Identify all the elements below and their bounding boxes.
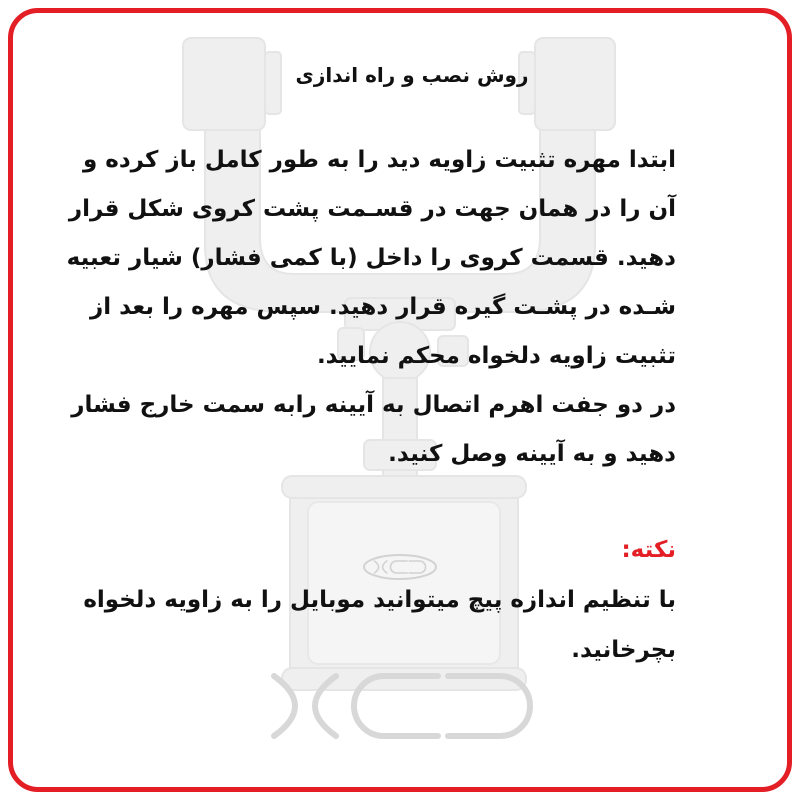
note-section — [83, 525, 676, 675]
holder-grip-left — [265, 52, 281, 114]
note-label: نکته: — [621, 537, 676, 563]
note-line: با تنظیم اندازه پیچ میتوانید موبایل را به زاویه دلخواه — [83, 587, 676, 613]
page-title: روش نصب و راه اندازی — [295, 63, 529, 87]
instruction-line: در دو جفت اهرم اتصال به آیینه رابه سمت خارج فشار — [71, 392, 676, 418]
instruction-line: دهید و به آیینه وصل کنید. — [388, 441, 676, 467]
instruction-line: آن را در همان جهت در قسـمت پشت کروی شکل قرار — [68, 196, 676, 222]
instruction-line: ابتدا مهره تثبیت زاویه دید را به طور کامل باز کرده و — [82, 147, 676, 173]
instruction-line: دهید. قسمت کروی را داخل (با کمی فشار) شیار تعبیه — [66, 245, 676, 271]
note-line: بچرخانید. — [571, 637, 676, 663]
instruction-line: تثبیت زاویه دلخواه محکم نمایید. — [316, 343, 676, 369]
instructions-paragraph — [66, 136, 676, 479]
holder-arm-right-pad — [535, 38, 615, 130]
instruction-line: شـده در پشـت گیره قرار دهید. سپس مهره را بعد از — [90, 294, 676, 320]
holder-arm-left-pad — [183, 38, 265, 130]
phone-clamp-top-lip — [282, 476, 526, 498]
